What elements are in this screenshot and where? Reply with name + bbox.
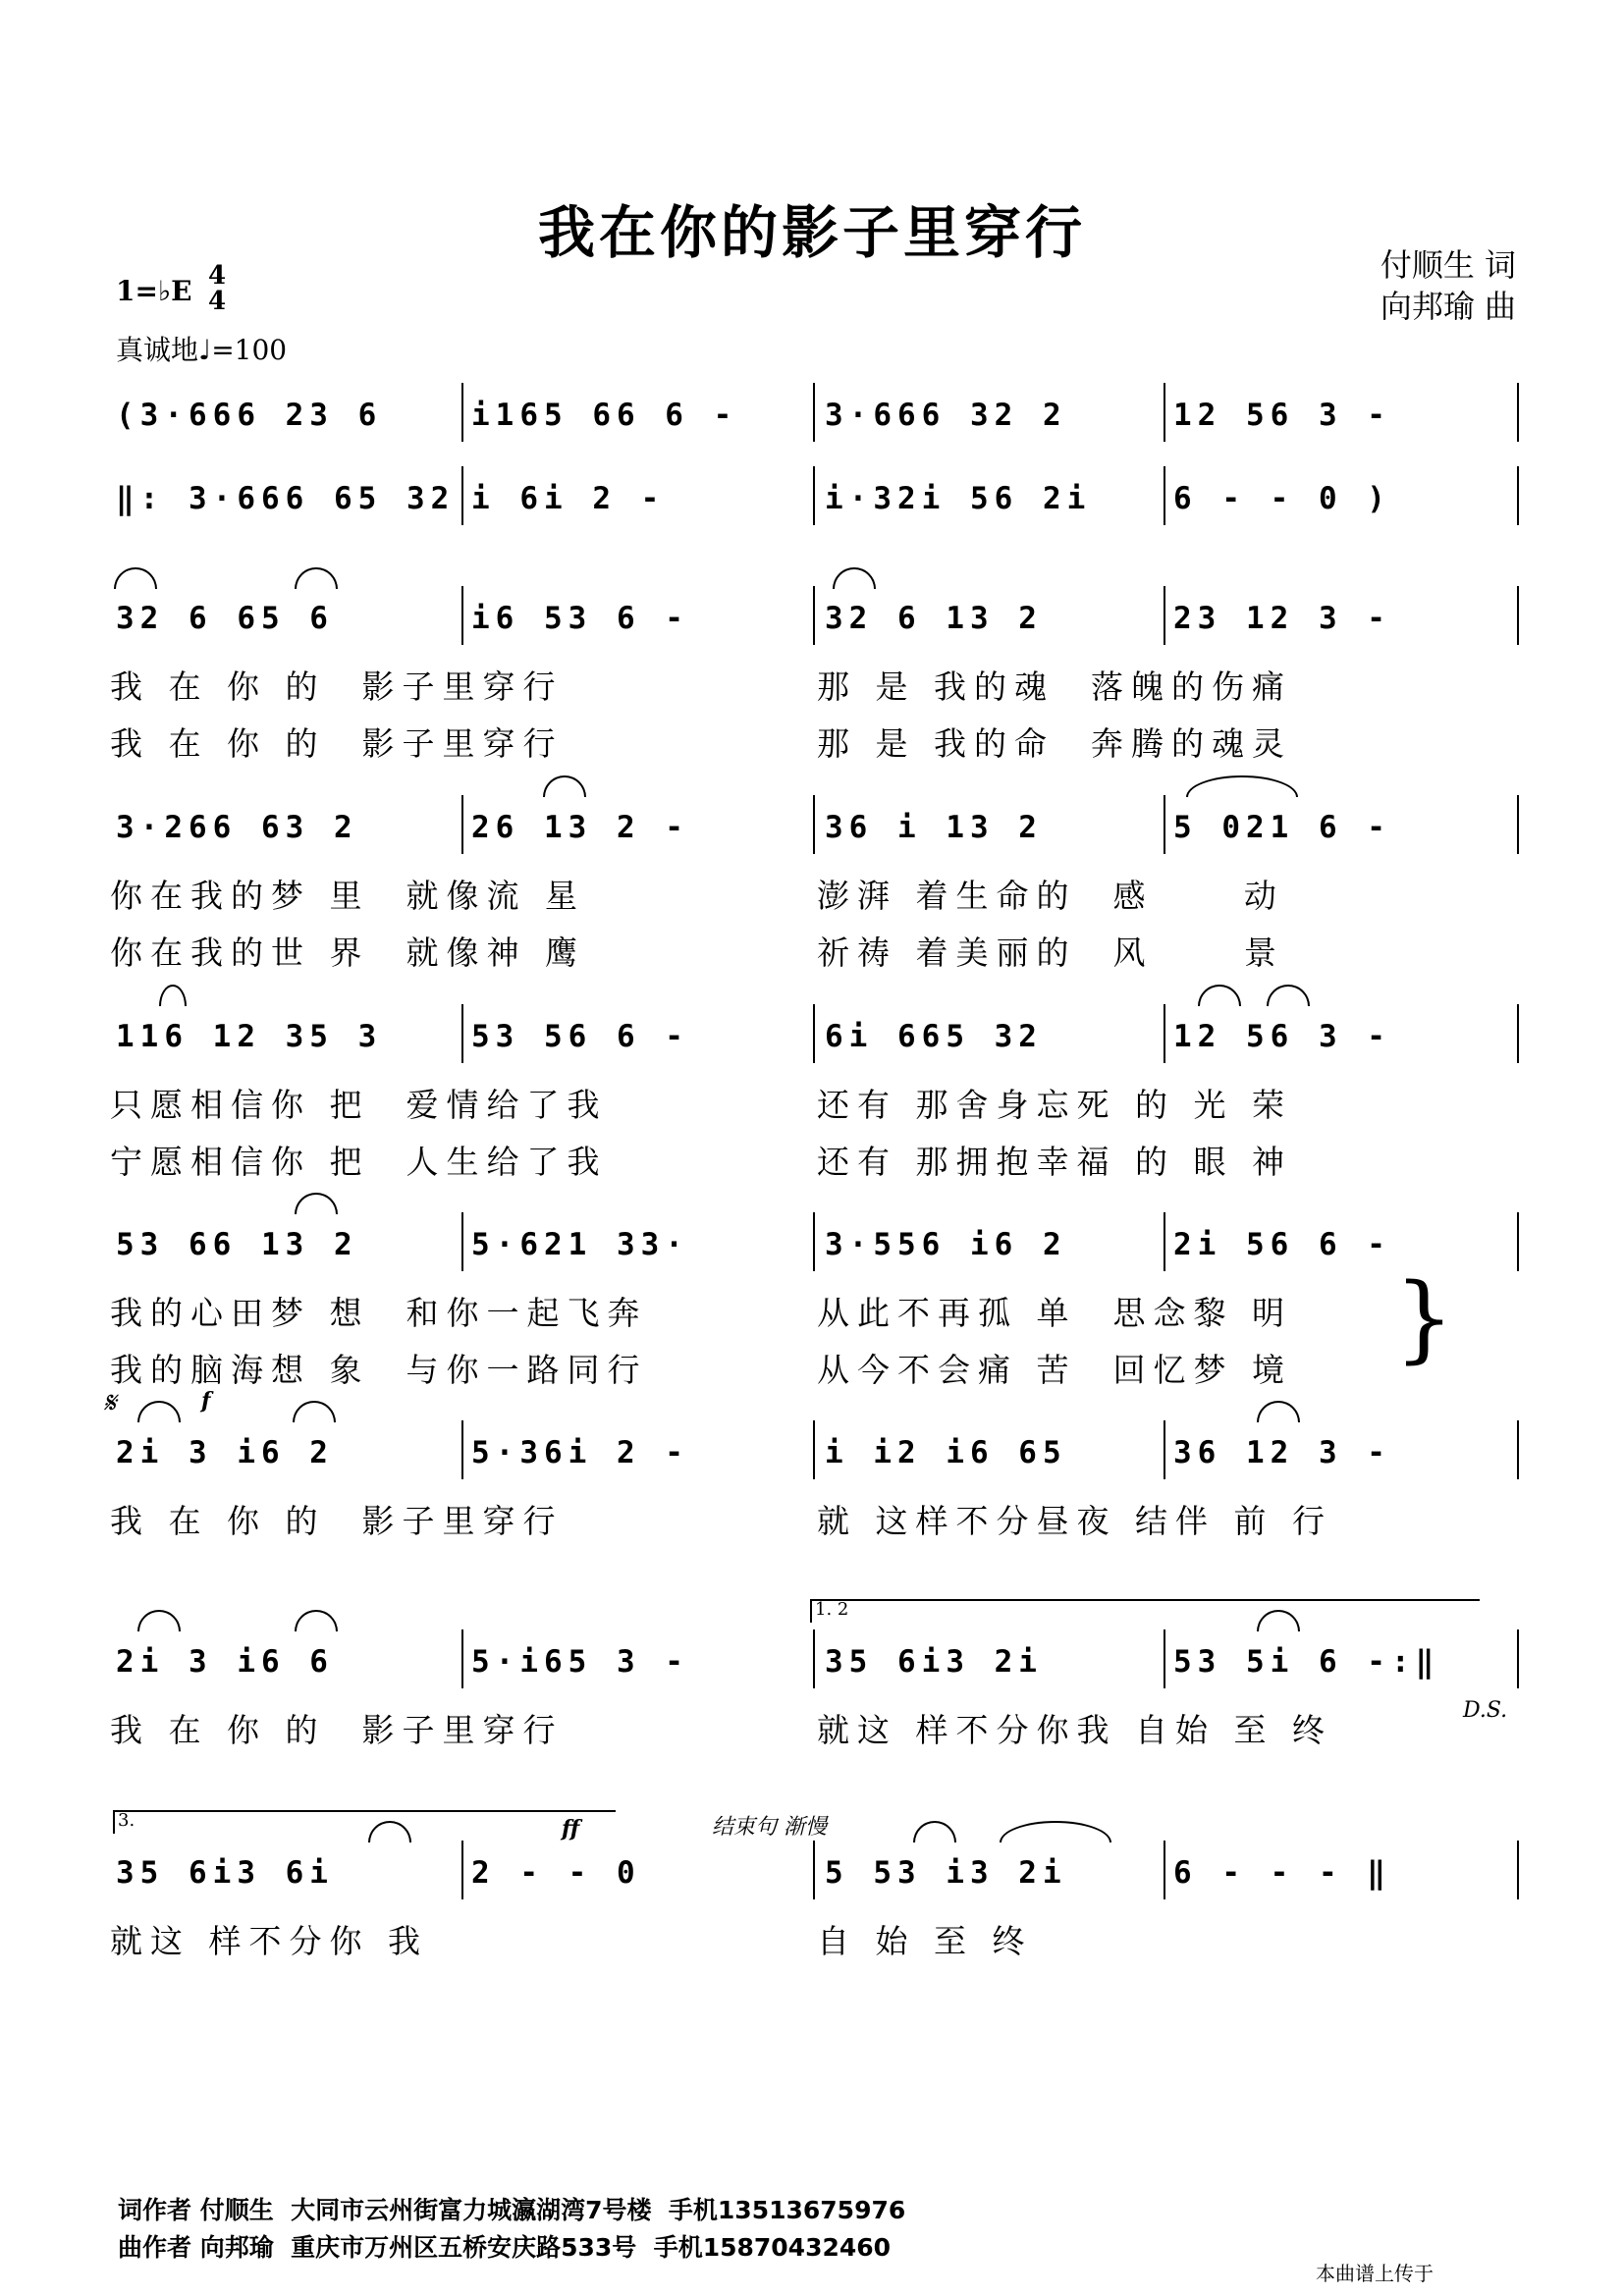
lyric-verse-1: 我 在 你 的 影子里穿行: [110, 1502, 564, 1540]
bar-line: [813, 1841, 815, 1899]
slur-mark: [159, 985, 187, 1006]
lyric-verse-1: 就这 样不分你我 自始 至 终: [817, 1711, 1332, 1749]
lyric-verse-1: 就这 样不分你 我: [110, 1922, 428, 1960]
lyric-verse-2: 那 是 我的命 奔腾的魂灵: [817, 724, 1292, 763]
ending-marking: 结束句 渐慢: [712, 1815, 827, 1840]
score-line: [0, 1386, 1624, 1540]
lyric-verse-1: 我 在 你 的 影子里穿行: [110, 667, 564, 706]
measure-notes: 6i 665 32: [825, 1019, 1043, 1054]
bar-line: [813, 586, 815, 645]
measure-notes: 5·621 33·: [471, 1227, 689, 1262]
slur-mark: [1267, 985, 1310, 1006]
time-signature: 4 4: [208, 261, 227, 316]
measure-notes: 53 56 6 -: [471, 1019, 689, 1054]
slur-mark: [1257, 1401, 1300, 1422]
measure-notes: 5 021 6 -: [1173, 810, 1391, 845]
slur-mark: [1186, 775, 1298, 797]
volta-label: 1. 2: [815, 1599, 849, 1620]
bar-line: [1517, 795, 1519, 854]
tempo-marking: 真诚地♩=100: [116, 334, 288, 366]
score-line: [0, 1599, 1624, 1749]
measure-notes: 5·i65 3 -: [471, 1644, 689, 1680]
measure-notes: 23 12 3 -: [1173, 601, 1391, 636]
bar-line: [461, 795, 463, 854]
measure-notes: 2i 3 i6 6: [116, 1644, 334, 1680]
bar-line: [1164, 1004, 1165, 1063]
score-line: [0, 1019, 1624, 1181]
bar-line: [1517, 1212, 1519, 1271]
bar-line: [1517, 1629, 1519, 1688]
lyric-verse-2: 祈祷 着美丽的 风 景: [817, 934, 1284, 972]
measure-notes: i·32i 56 2i: [825, 481, 1092, 516]
dynamic-forte: f: [201, 1388, 211, 1414]
bar-line: [813, 1629, 815, 1688]
measure-notes: 32 6 65 6: [116, 601, 334, 636]
segno-mark: 𝄋: [103, 1386, 116, 1420]
bar-line: [1517, 1841, 1519, 1899]
lyric-verse-1: 我的心田梦 想 和你一起飞奔: [110, 1294, 648, 1332]
bar-line: [1517, 1420, 1519, 1479]
lyricist-credit: 付顺生 词: [1380, 246, 1516, 284]
volta-bracket: [810, 1599, 1480, 1623]
measure-notes: 35 6i3 2i: [825, 1644, 1043, 1680]
score-line: [0, 810, 1624, 972]
slur-mark: [833, 567, 876, 589]
measure-notes: 2i 3 i6 2: [116, 1435, 334, 1470]
measure-notes: i 6i 2 -: [471, 481, 666, 516]
slur-mark: [295, 1193, 338, 1214]
measure-notes: 36 i 13 2: [825, 810, 1043, 845]
lyric-verse-1: 只愿相信你 把 爱情给了我: [110, 1086, 608, 1124]
bar-line: [461, 383, 463, 442]
slur-mark: [913, 1821, 956, 1842]
lyric-verse-1: 澎湃 着生命的 感 动: [817, 877, 1284, 915]
bar-line: [813, 1004, 815, 1063]
bar-line: [1164, 466, 1165, 525]
lyric-verse-2: 宁愿相信你 把 人生给了我: [110, 1143, 608, 1181]
slur-mark: [295, 567, 338, 589]
measure-notes: ‖: 3·666 65 32: [116, 481, 456, 516]
bar-line: [1517, 466, 1519, 525]
lyric-verse-2: 还有 那拥抱幸福 的 眼 神: [817, 1143, 1292, 1181]
lyric-verse-2: 从今不会痛 苦 回忆梦 境: [817, 1351, 1292, 1389]
bar-line: [1164, 1212, 1165, 1271]
measure-notes: 2 - - 0: [471, 1855, 641, 1891]
volta-bracket: [113, 1810, 616, 1834]
lyric-verse-1: 你在我的梦 里 就像流 星: [110, 877, 585, 915]
slur-mark: [114, 567, 157, 589]
measure-notes: 5 53 i3 2i: [825, 1855, 1067, 1891]
measure-notes: 116 12 35 3: [116, 1019, 383, 1054]
bar-line: [813, 383, 815, 442]
verse-brace: }: [1394, 1263, 1455, 1373]
lyric-verse-1: 自 始 至 终: [817, 1922, 1033, 1960]
slur-mark: [137, 1401, 181, 1422]
slur-mark: [543, 775, 586, 797]
measure-notes: 36 12 3 -: [1173, 1435, 1391, 1470]
lyric-verse-1: 就 这样不分昼夜 结伴 前 行: [817, 1502, 1332, 1540]
bar-line: [461, 466, 463, 525]
lyric-verse-1: 我 在 你 的 影子里穿行: [110, 1711, 564, 1749]
measure-notes: 53 66 13 2: [116, 1227, 358, 1262]
slur-mark: [1000, 1821, 1111, 1842]
footer-lyricist-info: 词作者 付顺生 大同市云州街富力城瀛湖湾7号楼 手机13513675976: [118, 2196, 906, 2224]
score-line: [0, 481, 1624, 516]
upload-watermark: 本曲谱上传于: [1316, 2262, 1434, 2285]
measure-notes: 32 6 13 2: [825, 601, 1043, 636]
lyric-verse-1: 那 是 我的魂 落魄的伤痛: [817, 667, 1292, 706]
lyric-verse-2: 我 在 你 的 影子里穿行: [110, 724, 564, 763]
lyric-verse-2: 你在我的世 界 就像神 鹰: [110, 934, 585, 972]
measure-notes: 26 13 2 -: [471, 810, 689, 845]
bar-line: [1164, 383, 1165, 442]
bar-line: [1517, 383, 1519, 442]
measure-notes: 2i 56 6 -: [1173, 1227, 1391, 1262]
bar-line: [461, 1629, 463, 1688]
slur-mark: [293, 1401, 336, 1422]
bar-line: [813, 1420, 815, 1479]
lyric-verse-1: 从此不再孤 单 思念黎 明: [817, 1294, 1292, 1332]
slur-mark: [137, 1610, 181, 1631]
measure-notes: (3·666 23 6: [116, 398, 383, 433]
score-line: [0, 1227, 1624, 1389]
slur-mark: [295, 1610, 338, 1631]
bar-line: [813, 1212, 815, 1271]
bar-line: [1164, 1629, 1165, 1688]
dynamic-fortissimo: ff: [562, 1816, 580, 1842]
bar-line: [461, 1004, 463, 1063]
measure-notes: 6 - - - ‖: [1173, 1855, 1391, 1891]
lyric-verse-1: 还有 那舍身忘死 的 光 荣: [817, 1086, 1292, 1124]
bar-line: [461, 586, 463, 645]
page-title: 我在你的影子里穿行: [537, 199, 1086, 266]
bar-line: [1517, 586, 1519, 645]
score-line: [0, 1810, 1624, 1960]
measure-notes: i i2 i6 65: [825, 1435, 1067, 1470]
measure-notes: 35 6i3 6i: [116, 1855, 334, 1891]
measure-notes: 3·666 32 2: [825, 398, 1067, 433]
measure-notes: 3·266 63 2: [116, 810, 358, 845]
measure-notes: 53 5i 6 -:‖: [1173, 1644, 1440, 1680]
measure-notes: 12 56 3 -: [1173, 1019, 1391, 1054]
bar-line: [1164, 795, 1165, 854]
measure-notes: 6 - - 0 ): [1173, 481, 1391, 516]
footer-composer-info: 曲作者 向邦瑜 重庆市万州区五桥安庆路533号 手机15870432460: [118, 2233, 892, 2262]
bar-line: [1164, 586, 1165, 645]
measure-notes: i6 53 6 -: [471, 601, 689, 636]
bar-line: [1164, 1420, 1165, 1479]
bar-line: [813, 795, 815, 854]
measure-notes: 12 56 3 -: [1173, 398, 1391, 433]
composer-credit: 向邦瑜 曲: [1380, 288, 1516, 325]
volta-label: 3.: [118, 1810, 135, 1831]
measure-notes: 5·36i 2 -: [471, 1435, 689, 1470]
dal-segno-mark: D.S.: [1463, 1698, 1508, 1723]
slur-mark: [1198, 985, 1241, 1006]
lyric-verse-2: 我的脑海想 象 与你一路同行: [110, 1351, 648, 1389]
measure-notes: i165 66 6 -: [471, 398, 738, 433]
bar-line: [813, 466, 815, 525]
bar-line: [1164, 1841, 1165, 1899]
score-line: [0, 601, 1624, 763]
key-signature: 1=♭E: [116, 275, 192, 307]
bar-line: [461, 1841, 463, 1899]
measure-notes: 3·556 i6 2: [825, 1227, 1067, 1262]
score-line: [0, 398, 1624, 433]
bar-line: [1517, 1004, 1519, 1063]
bar-line: [461, 1420, 463, 1479]
bar-line: [461, 1212, 463, 1271]
